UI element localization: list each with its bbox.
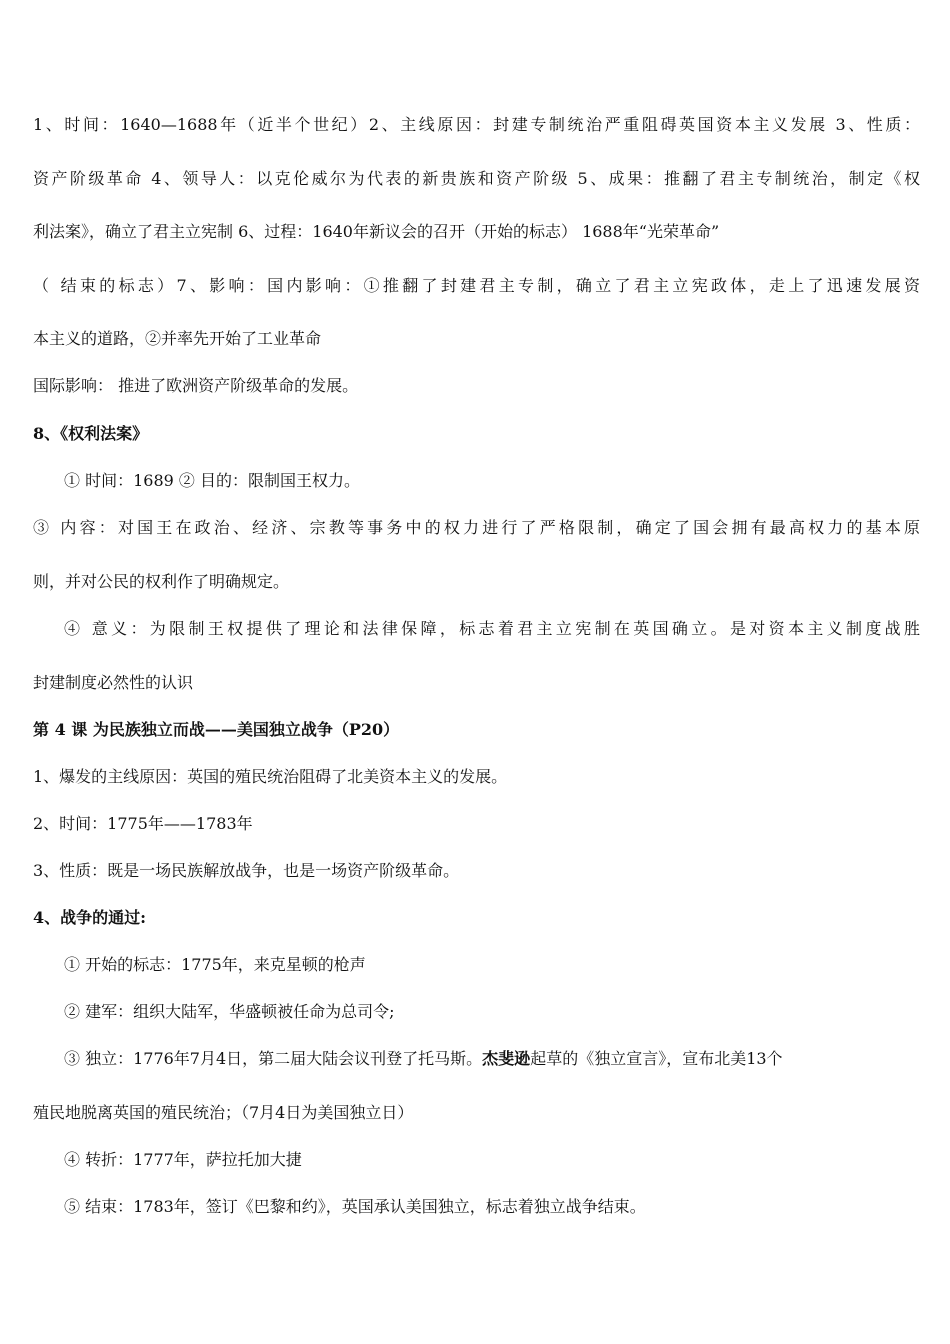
list-item: ③ 内容：对国王在政治、经济、宗教等事务中的权力进行了严格限制，确定了国会拥有最高权力的基本原 [33,518,920,537]
paragraph-line: 3、性质：既是一场民族解放战争，也是一场资产阶级革命。 [33,861,460,880]
list-item: ① 开始的标志：1775年，来克星顿的枪声 [64,955,366,974]
paragraph-line: 资产阶级革命 4、领导人：以克伦威尔为代表的新贵族和资产阶级 5、成果：推翻了君主专制统治，制定《权 [33,169,920,188]
bold-name: 杰斐逊 [482,1049,531,1068]
list-item: ④ 转折：1777年，萨拉托加大捷 [64,1150,302,1169]
paragraph-line: 1、爆发的主线原因：英国的殖民统治阻碍了北美资本主义的发展。 [33,767,508,786]
paragraph-line: 殖民地脱离英国的殖民统治；（7月4日为美国独立日） [33,1103,414,1122]
paragraph-line: 封建制度必然性的认识 [33,673,194,692]
paragraph-line: 2、时间：1775年——1783年 [33,814,253,833]
list-item-text: ③ 独立：1776年7月4日，第二届大陆会议刊登了托马斯。 [64,1049,483,1068]
paragraph-line: 本主义的道路，②并率先开始了工业革命 [33,329,322,348]
paragraph-line: 则，并对公民的权利作了明确规定。 [33,572,290,591]
list-item: ① 时间：1689 ② 目的：限制国王权力。 [64,471,360,490]
paragraph-line: 利法案》，确立了君主立宪制 6、过程：1640年新议会的召开（开始的标志） 1688年“光荣革命” [33,222,720,241]
paragraph-line: 国际影响： 推进了欧洲资产阶级革命的发展。 [33,376,359,395]
list-item-text: 起草的《独立宣言》，宣布北美13个 [530,1049,783,1068]
paragraph-line: （ 结束的标志）7、影响：国内影响：①推翻了封建君主专制，确立了君主立宪政体，走上了迅速发展资 [33,276,920,295]
list-item: ④ 意义：为限制王权提供了理论和法律保障，标志着君主立宪制在英国确立。是对资本主义制度战胜 [64,619,920,638]
lesson-heading: 第 4 课 为民族独立而战——美国独立战争（P20） [33,720,400,739]
list-item: ② 建军：组织大陆军，华盛顿被任命为总司令; [64,1002,395,1021]
section-heading: 4、战争的通过: [33,908,147,927]
list-item: ⑤ 结束：1783年，签订《巴黎和约》，英国承认美国独立，标志着独立战争结束。 [64,1197,646,1216]
paragraph-line: 1、时间：1640—1688年（近半个世纪）2、主线原因：封建专制统治严重阻碍英国资本主义发展 3、性质： [33,115,920,134]
section-heading: 8、《权利法案》 [33,424,149,443]
list-item [64,1047,910,1071]
